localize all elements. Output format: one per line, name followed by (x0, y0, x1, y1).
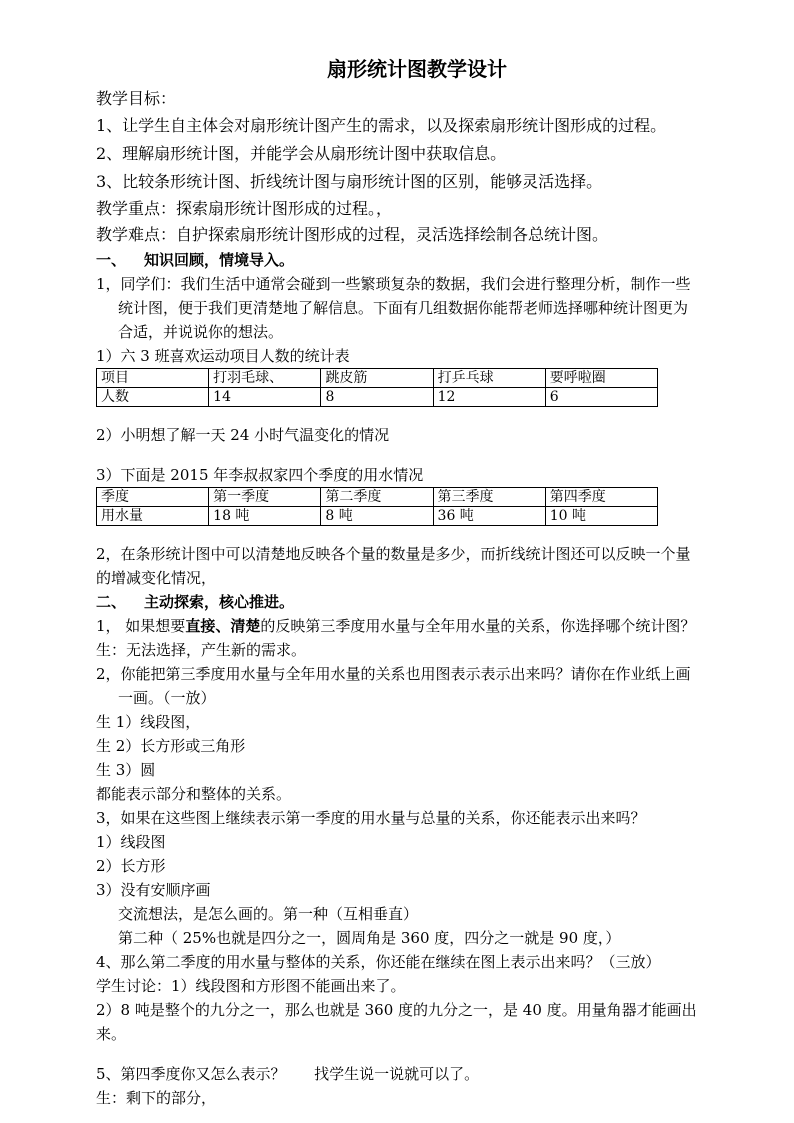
table-cell: 季度 (97, 488, 209, 507)
table-cell: 要呼啦圈 (545, 369, 657, 388)
section-1-title: 知识回顾，情境导入。 (144, 251, 295, 269)
answer-5: 生：剩下的部分， (96, 1089, 217, 1107)
response-3-note-1: 交流想法，是怎么画的。第一种（互相垂直） (118, 905, 419, 923)
table-cell: 6 (545, 388, 657, 407)
student-answer-3: 生 3）圆 (96, 761, 156, 779)
item-2-text: 2）小明想了解一天 24 小时气温变化的情况 (96, 426, 390, 444)
section-1-paragraph-2: 2，在条形统计图中可以清楚地反映各个量的数量是多少，而折线统计图还可以反映一个量的增减变化情况， (96, 545, 691, 587)
table-row (97, 369, 658, 388)
objectives-heading: 教学目标： (96, 89, 177, 108)
section-1-number: 一、 (96, 251, 127, 269)
objective-item-1: 1、让学生自主体会对扇形统计图产生的需求，以及探索扇形统计图形成的过程。 (96, 116, 667, 135)
difficulty: 教学难点：自护探索扇形统计图形成的过程，灵活选择绘制各总统计图。 (96, 225, 609, 244)
response-3: 3）没有安顺序画 (96, 881, 211, 899)
question-4: 4、那么第二季度的用水量与整体的关系，你还能在继续在图上表示出来吗？（三放） (96, 953, 661, 971)
student-answer-2: 生 2）长方形或三角形 (96, 737, 246, 755)
objective-item-3: 3、比较条形统计图、折线统计图与扇形统计图的区别，能够灵活选择。 (96, 172, 603, 191)
objective-item-2: 2、理解扇形统计图，并能学会从扇形统计图中获取信息。 (96, 144, 507, 163)
response-3-note-2: 第二种（ 25%也就是四分之一，圆周角是 360 度，四分之一就是 90 度，） (118, 929, 621, 947)
table-2-caption: 3）下面是 2015 年李叔叔家四个季度的用水情况 (96, 466, 424, 484)
table-1-caption: 1）六 3 班喜欢运动项目人数的统计表 (96, 347, 350, 365)
table-cell: 第四季度 (545, 488, 657, 507)
question-1-emphasis: 直接、清楚 (185, 617, 261, 635)
table-1 (96, 368, 658, 407)
question-2: 2，你能把第三季度用水量与全年用水量的关系也用图表示表示出来吗？请你在作业纸上画一画。（一放） (96, 665, 691, 707)
table-cell: 36 吨 (433, 507, 545, 526)
table-row (97, 507, 658, 526)
table-cell: 用水量 (97, 507, 209, 526)
section-2-title: 主动探索，核心推进。 (144, 593, 295, 611)
question-1-prefix: 1， 如果想要 (96, 617, 186, 635)
key-point: 教学重点：探索扇形统计图形成的过程。， (96, 199, 393, 218)
section-1-paragraph-1: 1，同学们：我们生活中通常会碰到一些繁琐复杂的数据，我们会进行整理分析，制作一些统计图，便于我们更清楚地了解信息。下面有几组数据你能帮老师选择哪种统计图更为合适，并说说你的想法。 (96, 275, 691, 341)
answer-1: 生：无法选择，产生新的需求。 (96, 641, 307, 659)
question-1 (96, 614, 698, 638)
table-cell: 第一季度 (209, 488, 321, 507)
table-row (97, 488, 658, 507)
table-cell: 10 吨 (545, 507, 657, 526)
question-3: 3，如果在这些图上继续表示第一季度的用水量与总量的关系，你还能表示出来吗？ (96, 809, 646, 827)
question-5: 5、第四季度你又怎么表示？ 找学生说一说就可以了。 (96, 1065, 480, 1083)
table-cell: 8 吨 (321, 507, 433, 526)
discussion-1: 学生讨论：1）线段图和方形图不能画出来了。 (96, 977, 406, 995)
table-cell: 14 (209, 388, 321, 407)
table-cell: 跳皮筋 (321, 369, 433, 388)
section-2-number: 二、 (96, 593, 127, 611)
table-cell: 12 (433, 388, 545, 407)
discussion-2: 2）8 吨是整个的九分之一，那么也就是 360 度的九分之一，是 40 度。用量角器才能画出来。 (96, 1001, 697, 1043)
table-cell: 8 (321, 388, 433, 407)
table-cell: 项目 (97, 369, 209, 388)
table-cell: 打乒乓球 (433, 369, 545, 388)
summary-line: 都能表示部分和整体的关系。 (96, 785, 292, 803)
table-cell: 第三季度 (433, 488, 545, 507)
document-page (96, 52, 698, 1110)
student-answer-1: 生 1）线段图， (96, 713, 201, 731)
response-2: 2）长方形 (96, 857, 166, 875)
table-cell: 第二季度 (321, 488, 433, 507)
page-title: 扇形统计图教学设计 (327, 57, 507, 81)
table-2 (96, 487, 658, 526)
table-cell: 18 吨 (209, 507, 321, 526)
question-1-suffix: 的反映第三季度用水量与全年用水量的关系，你选择哪个统计图？ (260, 617, 696, 635)
table-cell: 打羽毛球、 (209, 369, 321, 388)
table-cell: 人数 (97, 388, 209, 407)
section-2-heading (96, 590, 698, 614)
section-1-heading (96, 248, 698, 272)
table-row (97, 388, 658, 407)
response-1: 1）线段图 (96, 833, 166, 851)
